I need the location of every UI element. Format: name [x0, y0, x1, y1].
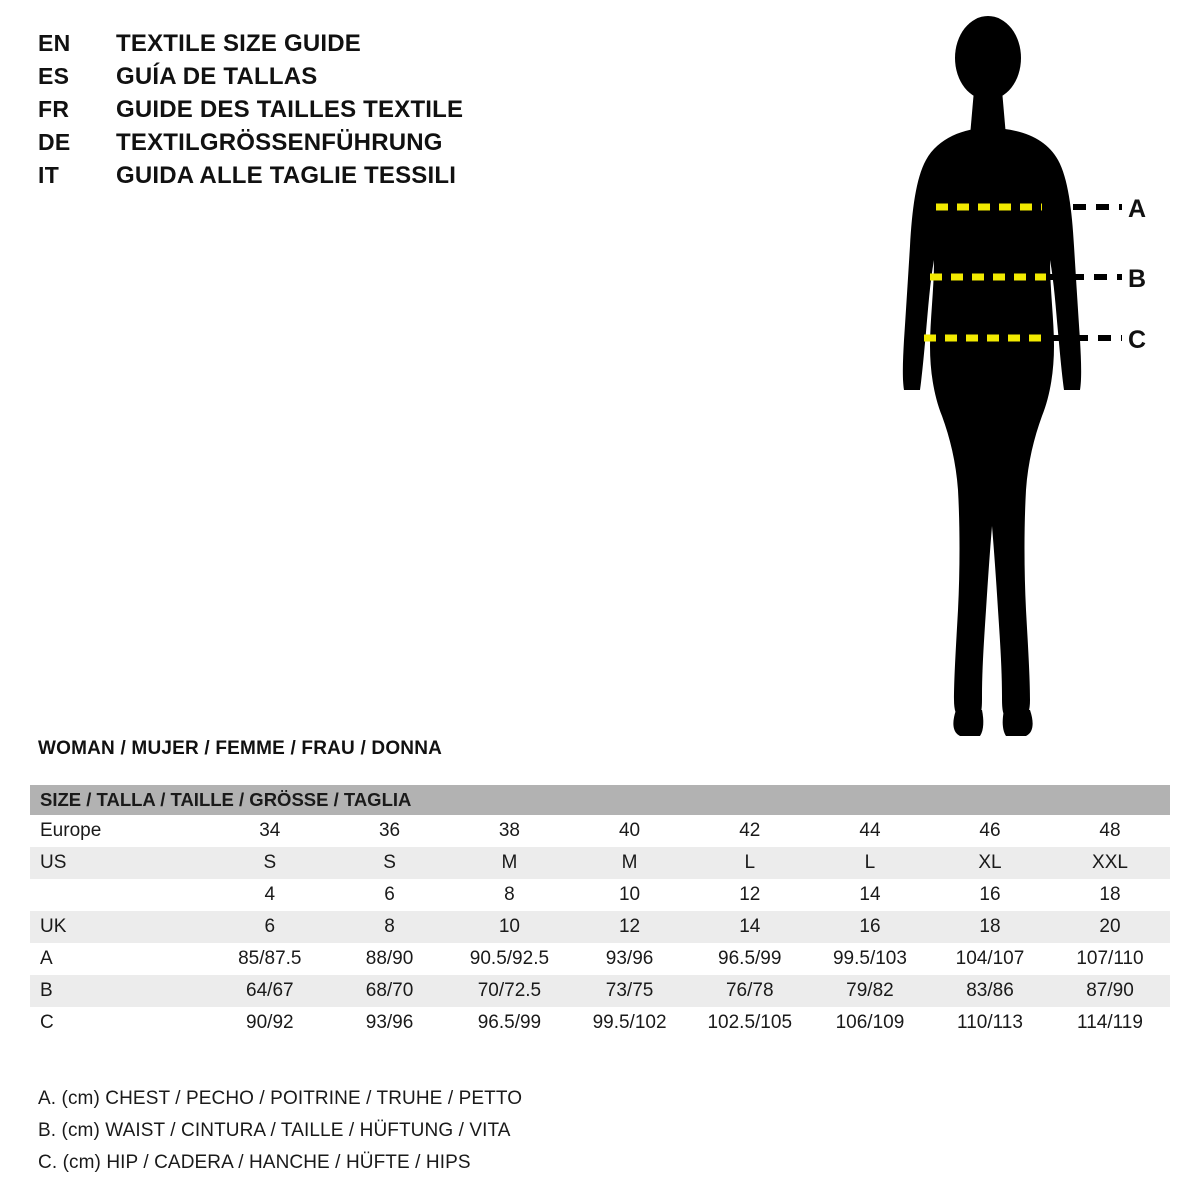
- female-silhouette-icon: [860, 10, 1190, 750]
- table-cell: 102.5/105: [690, 1007, 810, 1039]
- table-cell: 18: [930, 911, 1050, 943]
- language-row: [38, 63, 638, 96]
- table-cell: S: [330, 847, 450, 879]
- table-cell: 16: [810, 911, 930, 943]
- measurement-figure: [860, 10, 1190, 750]
- table-row: [30, 911, 1170, 943]
- row-label: B: [30, 975, 210, 1007]
- language-row: [38, 162, 638, 195]
- table-cell: M: [570, 847, 690, 879]
- measurement-legend: [38, 1088, 738, 1184]
- table-cell: 99.5/103: [810, 943, 930, 975]
- table-cell: 36: [330, 815, 450, 847]
- table-cell: 87/90: [1050, 975, 1170, 1007]
- table-cell: 34: [210, 815, 330, 847]
- row-label: C: [30, 1007, 210, 1039]
- table-cell: 10: [449, 911, 569, 943]
- table-cell: 20: [1050, 911, 1170, 943]
- table-cell: 42: [690, 815, 810, 847]
- language-title: TEXTILGRÖSSENFÜHRUNG: [116, 129, 443, 156]
- table-cell: 68/70: [330, 975, 450, 1007]
- table-cell: 6: [330, 879, 450, 911]
- size-table: [30, 785, 1170, 1039]
- measure-label-b: B: [1128, 265, 1147, 293]
- table-cell: 85/87.5: [210, 943, 330, 975]
- row-label: A: [30, 943, 210, 975]
- table-cell: 73/75: [570, 975, 690, 1007]
- table-cell: 93/96: [330, 1007, 450, 1039]
- table-cell: 107/110: [1050, 943, 1170, 975]
- table-cell: 93/96: [570, 943, 690, 975]
- language-code: ES: [38, 63, 70, 89]
- table-row: [30, 879, 1170, 911]
- measure-label-a: A: [1128, 195, 1147, 223]
- table-cell: 16: [930, 879, 1050, 911]
- table-cell: XXL: [1050, 847, 1170, 879]
- table-cell: 99.5/102: [570, 1007, 690, 1039]
- language-title: TEXTILE SIZE GUIDE: [116, 30, 361, 57]
- table-cell: M: [449, 847, 569, 879]
- table-cell: L: [810, 847, 930, 879]
- table-cell: 70/72.5: [449, 975, 569, 1007]
- language-row: [38, 96, 638, 129]
- table-cell: 6: [210, 911, 330, 943]
- table-cell: 88/90: [330, 943, 450, 975]
- legend-item-a: A. (cm) CHEST / PECHO / POITRINE / TRUHE / PETTO: [38, 1088, 523, 1109]
- table-cell: 12: [690, 879, 810, 911]
- table-row: [30, 1007, 1170, 1039]
- table-cell: 90.5/92.5: [449, 943, 569, 975]
- table-cell: 106/109: [810, 1007, 930, 1039]
- table-cell: 104/107: [930, 943, 1050, 975]
- table-row: [30, 815, 1170, 847]
- table-cell: 90/92: [210, 1007, 330, 1039]
- language-code: EN: [38, 30, 71, 56]
- table-cell: 18: [1050, 879, 1170, 911]
- table-cell: 4: [210, 879, 330, 911]
- row-label: US: [30, 847, 210, 879]
- table-cell: 110/113: [930, 1007, 1050, 1039]
- table-cell: 76/78: [690, 975, 810, 1007]
- table-header-row: [30, 785, 1170, 815]
- language-code: FR: [38, 96, 70, 122]
- table-cell: XL: [930, 847, 1050, 879]
- section-label-woman: WOMAN / MUJER / FEMME / FRAU / DONNA: [38, 738, 443, 759]
- language-title: GUÍA DE TALLAS: [116, 63, 318, 90]
- table-cell: 114/119: [1050, 1007, 1170, 1039]
- row-label: [30, 879, 210, 911]
- table-cell: L: [690, 847, 810, 879]
- legend-item-b: B. (cm) WAIST / CINTURA / TAILLE / HÜFTUNG / VITA: [38, 1120, 511, 1141]
- language-title: GUIDA ALLE TAGLIE TESSILI: [116, 162, 457, 189]
- table-cell: 14: [690, 911, 810, 943]
- table-cell: 96.5/99: [690, 943, 810, 975]
- language-code: DE: [38, 129, 71, 155]
- table-cell: 12: [570, 911, 690, 943]
- table-row: [30, 847, 1170, 879]
- table-cell: 44: [810, 815, 930, 847]
- language-title-block: [38, 30, 638, 195]
- table-cell: 40: [570, 815, 690, 847]
- table-cell: 83/86: [930, 975, 1050, 1007]
- table-cell: 79/82: [810, 975, 930, 1007]
- table-cell: 8: [330, 911, 450, 943]
- table-cell: 8: [449, 879, 569, 911]
- language-title: GUIDE DES TAILLES TEXTILE: [116, 96, 464, 123]
- table-cell: 48: [1050, 815, 1170, 847]
- table-header-label: SIZE / TALLA / TAILLE / GRÖSSE / TAGLIA: [30, 785, 1170, 815]
- table-cell: 14: [810, 879, 930, 911]
- table-cell: 46: [930, 815, 1050, 847]
- table-cell: 10: [570, 879, 690, 911]
- language-row: [38, 129, 638, 162]
- language-row: [38, 30, 638, 63]
- table-row: [30, 943, 1170, 975]
- table-row: [30, 975, 1170, 1007]
- table-cell: 64/67: [210, 975, 330, 1007]
- measure-label-c: C: [1128, 326, 1147, 354]
- row-label: Europe: [30, 815, 210, 847]
- row-label: UK: [30, 911, 210, 943]
- language-code: IT: [38, 162, 60, 188]
- table-cell: 96.5/99: [449, 1007, 569, 1039]
- legend-item-c: C. (cm) HIP / CADERA / HANCHE / HÜFTE / HIPS: [38, 1152, 471, 1173]
- table-cell: 38: [449, 815, 569, 847]
- table-cell: S: [210, 847, 330, 879]
